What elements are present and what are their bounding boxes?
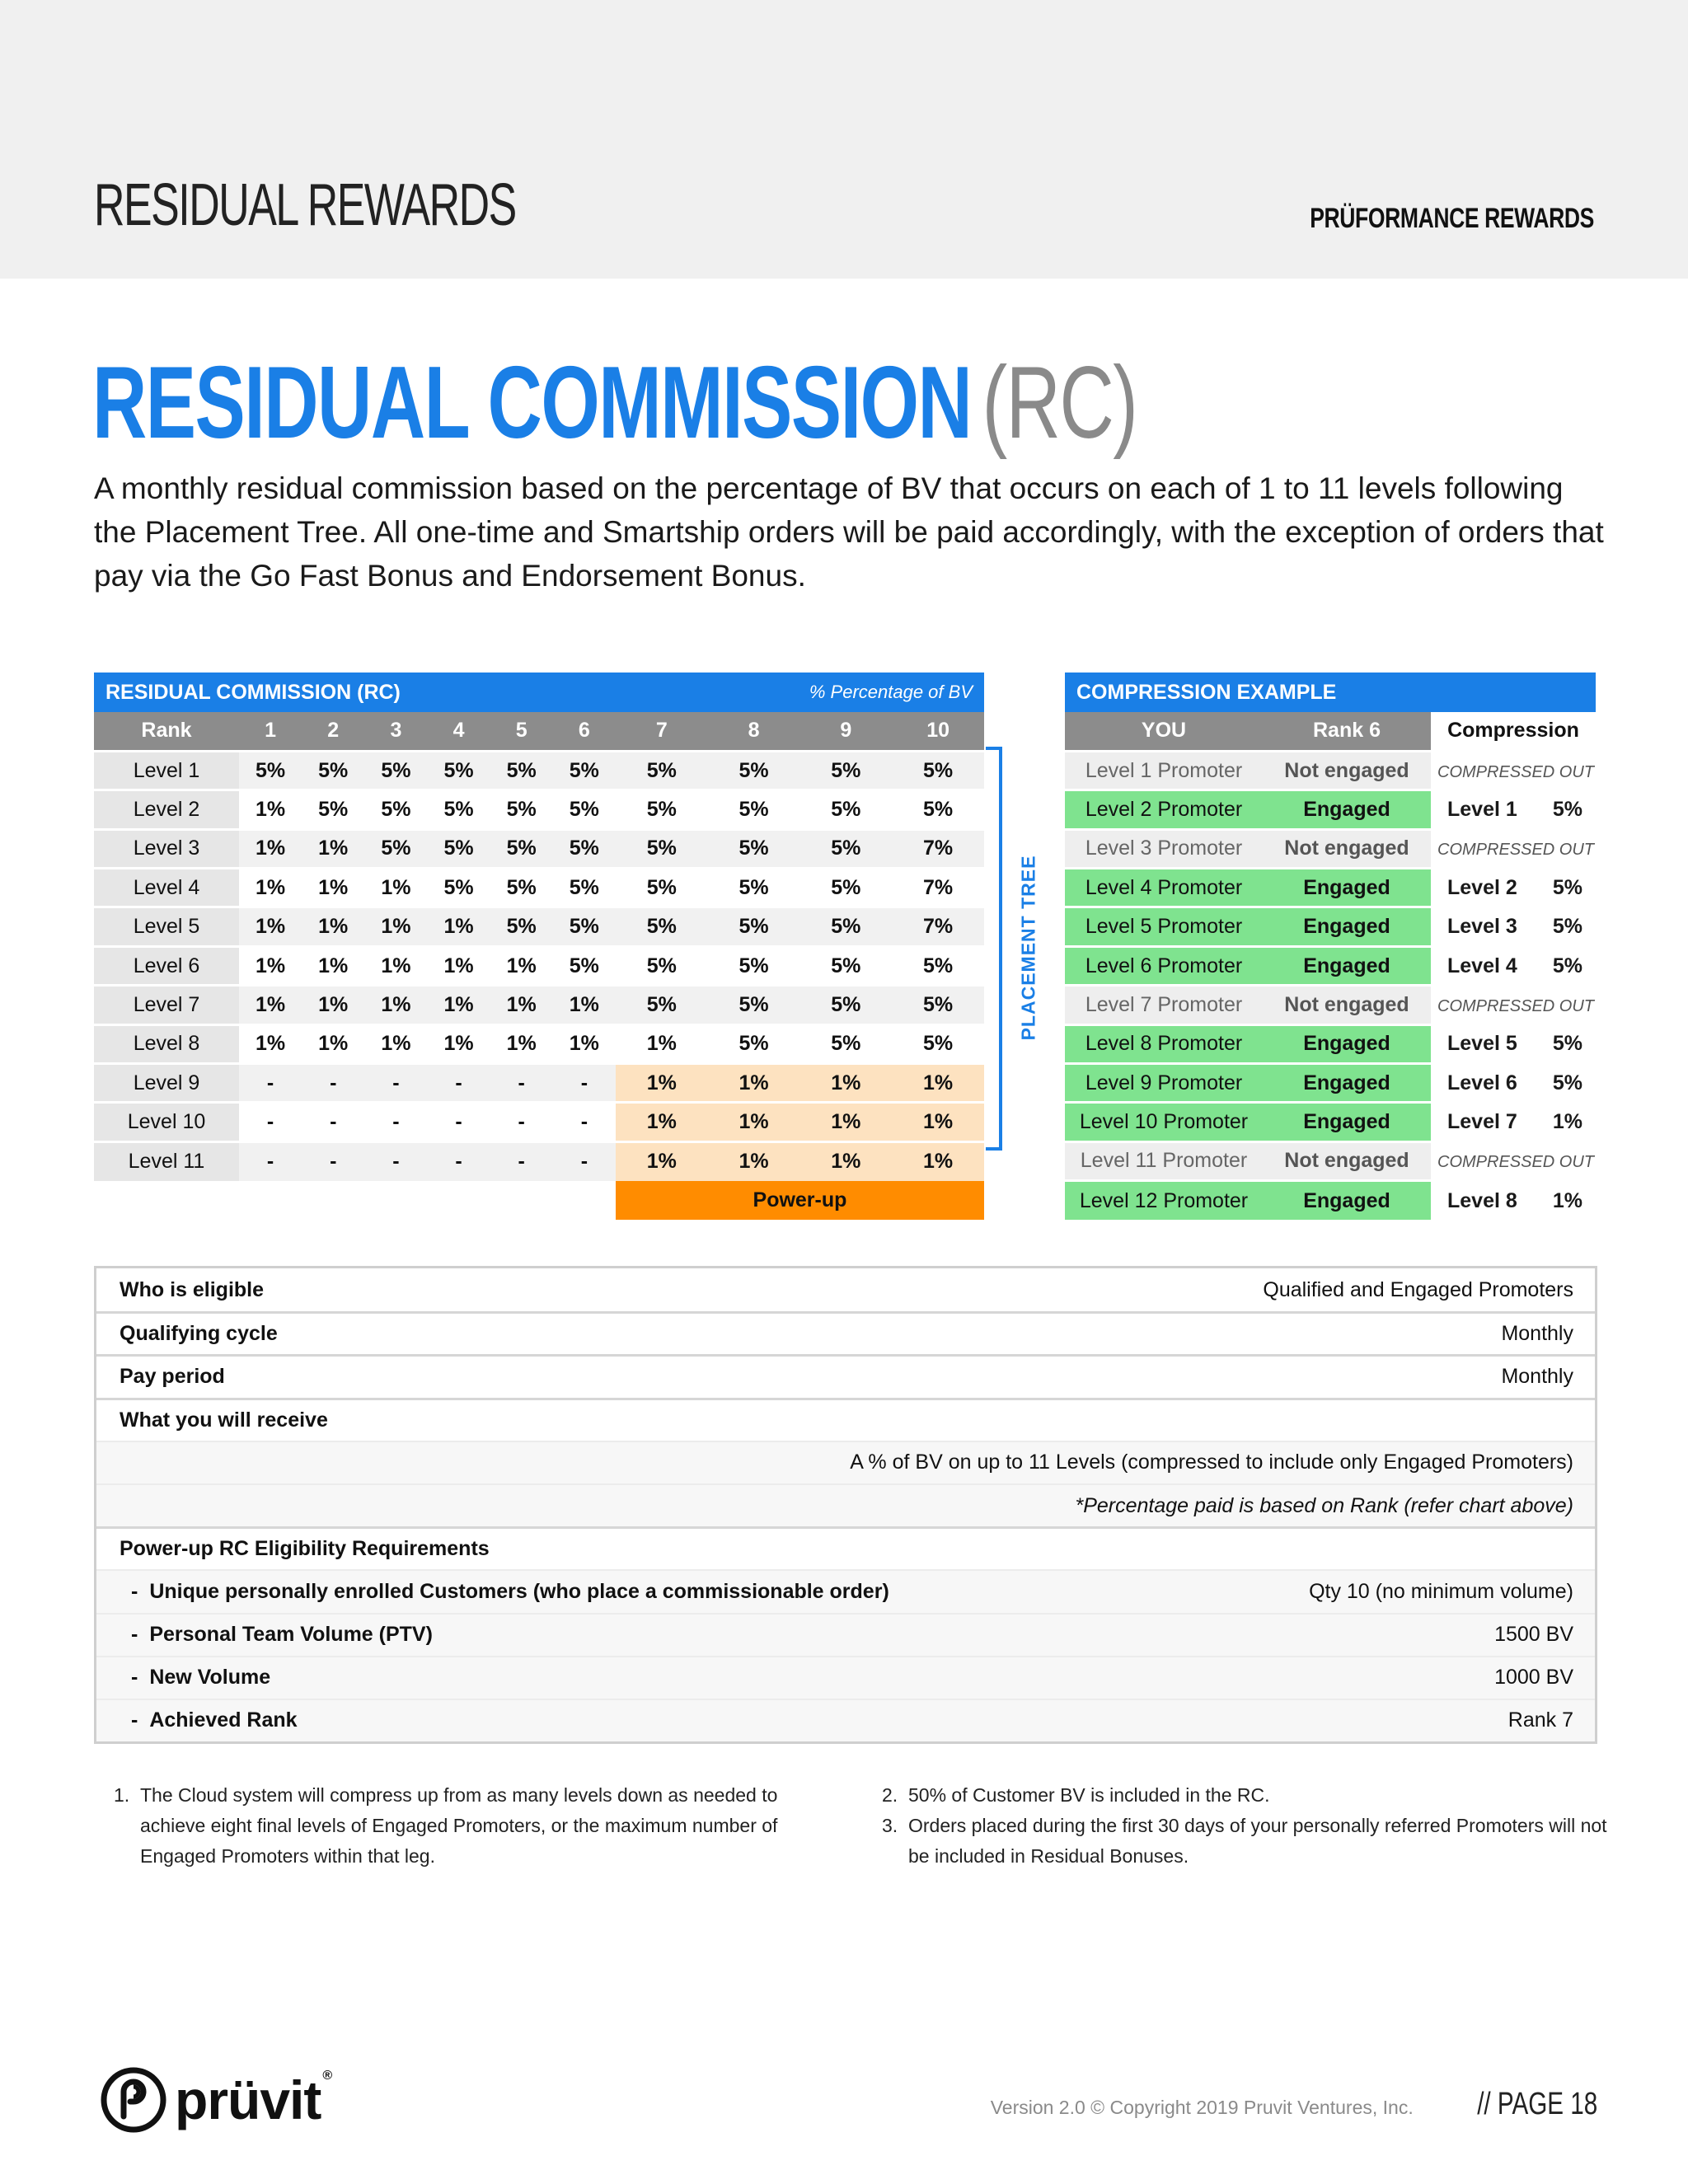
compressed-level-percent: 5% (1552, 1071, 1582, 1094)
rc-cell: 1% (427, 986, 490, 1024)
compression-result (1431, 986, 1596, 1024)
compressed-level-percent: 5% (1552, 875, 1582, 899)
rc-level-label: Level 1 (94, 751, 239, 790)
compression-promoter: Level 3 Promoter (1065, 829, 1263, 868)
compression-result (1431, 751, 1596, 790)
requirement-label-wrap (120, 1580, 889, 1604)
info-label: Pay period (120, 1365, 225, 1389)
compressed-level (1431, 1189, 1596, 1213)
requirement-row (96, 1699, 1595, 1741)
footnote-text: Orders placed during the first 30 days of your personally referred Promoters will not be included in Residual Bonuses. (908, 1815, 1607, 1867)
rc-cell: 5% (239, 751, 302, 790)
compression-promoter: Level 12 Promoter (1065, 1181, 1263, 1220)
compression-status: Not engaged (1263, 751, 1431, 790)
rc-cell: 5% (616, 790, 708, 829)
rc-cell: 5% (708, 946, 800, 985)
rc-cell: 5% (490, 829, 553, 868)
rc-level-label: Level 3 (94, 829, 239, 868)
rc-cell: 5% (364, 790, 427, 829)
rc-cell: - (364, 1141, 427, 1180)
info-note: *Percentage paid is based on Rank (refer chart above) (1075, 1493, 1573, 1517)
copyright-text: Version 2.0 © Copyright 2019 Pruvit Ventures, Inc. (990, 2097, 1414, 2118)
rc-level-label: Level 8 (94, 1024, 239, 1063)
compressed-level-label: Level 1 (1447, 797, 1517, 821)
rc-cell: 7% (892, 869, 984, 907)
rc-table-row (94, 790, 984, 829)
rc-cell: 1% (239, 790, 302, 829)
requirement-dash: - (131, 1708, 138, 1732)
footnote-item (882, 1780, 1607, 1811)
rc-cell: 1% (708, 1141, 800, 1180)
rc-cell: 1% (616, 1024, 708, 1063)
rc-cell: 5% (708, 986, 800, 1024)
rc-cell: 5% (708, 829, 800, 868)
rc-column-headers (94, 712, 984, 751)
rc-powerup-row (94, 1181, 984, 1220)
rc-cell: 1% (302, 907, 364, 946)
compression-status: Not engaged (1263, 1141, 1431, 1180)
compression-row (1065, 829, 1596, 868)
rc-cell: 1% (302, 1024, 364, 1063)
compression-result (1431, 829, 1596, 868)
rc-cell: 5% (364, 751, 427, 790)
rc-cell: 5% (553, 869, 616, 907)
rc-level-label: Level 7 (94, 986, 239, 1024)
rc-cell: 5% (799, 1024, 892, 1063)
rc-cell: 5% (553, 907, 616, 946)
rc-cell: 1% (616, 1141, 708, 1180)
requirement-dash: - (131, 1623, 138, 1647)
compression-result (1431, 1103, 1596, 1141)
rc-cell: - (239, 1103, 302, 1141)
rc-cell: - (427, 1103, 490, 1141)
compression-status: Not engaged (1263, 829, 1431, 868)
compressed-level (1431, 798, 1596, 822)
rc-cell: 1% (427, 907, 490, 946)
compression-row (1065, 751, 1596, 790)
placement-tree-bracket (986, 747, 1002, 1151)
compressed-level-label: Level 3 (1447, 915, 1517, 939)
rc-cell: 5% (553, 751, 616, 790)
info-value: A % of BV on up to 11 Levels (compressed to include only Engaged Promoters) (850, 1451, 1573, 1474)
requirement-value: 1000 BV (1494, 1666, 1573, 1690)
compressed-level (1431, 1071, 1596, 1095)
rc-cell: 1% (302, 829, 364, 868)
compression-example-table (1065, 673, 1596, 1220)
footnote-number: 1. (114, 1784, 130, 1806)
rc-cell: 1% (364, 946, 427, 985)
rc-cell: 5% (708, 907, 800, 946)
compressed-out-label: COMPRESSED OUT (1437, 762, 1595, 781)
rc-cell: - (553, 1103, 616, 1141)
requirement-row (96, 1613, 1595, 1656)
rc-table-row (94, 1141, 984, 1180)
rc-col-rank-2: 2 (302, 712, 364, 751)
rc-table-row (94, 751, 984, 790)
compression-row (1065, 986, 1596, 1024)
compressed-level (1431, 1032, 1596, 1056)
powerup-badge: Power-up (616, 1181, 984, 1220)
page-title-strong: RESIDUAL COMMISSION (92, 346, 972, 460)
rc-cell: 5% (892, 1024, 984, 1063)
pruvit-logo (101, 2067, 331, 2133)
compressed-level-percent: 5% (1552, 954, 1582, 977)
compressed-level-percent: 5% (1552, 915, 1582, 939)
compressed-level (1431, 915, 1596, 939)
rc-cell: 1% (302, 946, 364, 985)
rc-cell: - (302, 1103, 364, 1141)
rc-cell: 5% (708, 869, 800, 907)
compression-row (1065, 790, 1596, 829)
rc-cell: 7% (892, 907, 984, 946)
compressed-level-label: Level 8 (1447, 1188, 1517, 1212)
compressed-level-percent: 5% (1552, 797, 1582, 821)
compressed-level-percent: 1% (1552, 1110, 1582, 1134)
compression-row (1065, 907, 1596, 946)
rc-cell: 1% (364, 869, 427, 907)
compression-result (1431, 1181, 1596, 1220)
rc-cell: 5% (490, 869, 553, 907)
compression-promoter: Level 1 Promoter (1065, 751, 1263, 790)
rc-cell: 1% (302, 869, 364, 907)
rc-col-rank: Rank (94, 712, 239, 751)
requirement-value: Qty 10 (no minimum volume) (1309, 1579, 1573, 1603)
rc-cell: 5% (892, 751, 984, 790)
rc-level-label: Level 10 (94, 1103, 239, 1141)
rc-cell: - (490, 1141, 553, 1180)
rc-table-row (94, 986, 984, 1024)
compressed-out-label: COMPRESSED OUT (1437, 841, 1595, 860)
logo-text: prüvit (175, 2069, 321, 2130)
logo-wordmark (175, 2069, 331, 2131)
info-value: Monthly (1501, 1365, 1573, 1389)
compression-row (1065, 1024, 1596, 1063)
info-row-cycle (96, 1311, 1595, 1354)
rc-cell: - (553, 1141, 616, 1180)
logo-registered: ® (322, 2069, 332, 2083)
rc-level-label: Level 4 (94, 869, 239, 907)
rc-cell: 5% (490, 790, 553, 829)
rc-cell: 5% (799, 907, 892, 946)
compression-row (1065, 1141, 1596, 1180)
section-title: RESIDUAL REWARDS (94, 172, 516, 238)
rc-col-rank-3: 3 (364, 712, 427, 751)
rc-cell: 1% (708, 1103, 800, 1141)
info-value: Qualified and Engaged Promoters (1263, 1277, 1573, 1301)
rc-cell: 5% (708, 790, 800, 829)
rc-cell: - (490, 1064, 553, 1103)
requirement-label-wrap (120, 1623, 433, 1647)
compression-row (1065, 946, 1596, 985)
rc-col-rank-7: 7 (616, 712, 708, 751)
compressed-out-label: COMPRESSED OUT (1437, 1153, 1595, 1172)
rc-cell: 1% (490, 946, 553, 985)
footnote-text: The Cloud system will compress up from as many levels down as needed to achieve eight final levels of Engaged Promoters, or the maximum number of Engaged Promoters within that leg. (140, 1784, 778, 1867)
info-row-pay-period (96, 1354, 1595, 1397)
compressed-level-label: Level 7 (1447, 1110, 1517, 1134)
requirement-dash: - (131, 1666, 138, 1690)
rc-cell: 1% (553, 1024, 616, 1063)
compression-result (1431, 1024, 1596, 1063)
rc-level-label: Level 11 (94, 1141, 239, 1180)
rc-cell: 7% (892, 829, 984, 868)
compressed-level-label: Level 5 (1447, 1032, 1517, 1056)
rc-cell: 5% (553, 790, 616, 829)
info-label: Qualifying cycle (120, 1322, 278, 1346)
rc-cell: 5% (490, 751, 553, 790)
compression-status: Engaged (1263, 869, 1431, 907)
rc-cell: 5% (799, 790, 892, 829)
compression-status: Engaged (1263, 907, 1431, 946)
compressed-level-label: Level 6 (1447, 1071, 1517, 1094)
rc-level-label: Level 5 (94, 907, 239, 946)
rc-cell: 5% (799, 986, 892, 1024)
rc-col-rank-9: 9 (799, 712, 892, 751)
rc-cell: 1% (302, 986, 364, 1024)
footnote-number: 2. (882, 1784, 898, 1806)
rc-cell: 5% (799, 869, 892, 907)
compression-promoter: Level 7 Promoter (1065, 986, 1263, 1024)
rc-cell: 5% (553, 829, 616, 868)
compressed-level-percent: 5% (1552, 1032, 1582, 1056)
rc-cell: 5% (427, 869, 490, 907)
rc-cell: - (364, 1103, 427, 1141)
info-row-receive-detail (96, 1441, 1595, 1483)
rc-cell: - (302, 1064, 364, 1103)
info-label: Power-up RC Eligibility Requirements (120, 1537, 490, 1561)
rc-cell: 1% (364, 986, 427, 1024)
page-number: // PAGE 18 (1476, 2087, 1597, 2121)
rc-cell: - (490, 1103, 553, 1141)
rc-col-rank-6: 6 (553, 712, 616, 751)
info-row-receive (96, 1398, 1595, 1441)
footnote-number: 3. (882, 1815, 898, 1836)
compression-promoter: Level 2 Promoter (1065, 790, 1263, 829)
rc-cell: - (553, 1064, 616, 1103)
rc-cell: 1% (799, 1103, 892, 1141)
compression-status: Engaged (1263, 1024, 1431, 1063)
rc-cell: 5% (427, 751, 490, 790)
requirement-row (96, 1656, 1595, 1699)
compression-row (1065, 869, 1596, 907)
rc-cell: 5% (302, 751, 364, 790)
rc-col-rank-1: 1 (239, 712, 302, 751)
rc-level-label: Level 2 (94, 790, 239, 829)
rc-col-rank-10: 10 (892, 712, 984, 751)
rc-table-row (94, 907, 984, 946)
info-label: What you will receive (120, 1408, 328, 1432)
rc-cell: 1% (892, 1064, 984, 1103)
intro-paragraph: A monthly residual commission based on the percentage of BV that occurs on each of 1 to 11 levels following the Placement Tree. All one-time and Smartship orders will be paid accordingly, with the exception of orders that pay via the Go Fast Bonus and Endorsement Bonus. (94, 471, 1604, 593)
footnote-item (882, 1811, 1607, 1872)
rc-cell: 5% (799, 751, 892, 790)
compressed-level-percent: 1% (1552, 1188, 1582, 1212)
compressed-level (1431, 1110, 1596, 1134)
compression-promoter: Level 5 Promoter (1065, 907, 1263, 946)
rc-cell: 1% (616, 1064, 708, 1103)
rc-table-row (94, 946, 984, 985)
rc-cell: 1% (239, 907, 302, 946)
rc-cell: 1% (490, 1024, 553, 1063)
rc-table-row (94, 869, 984, 907)
compression-table-header (1065, 673, 1596, 712)
rc-cell: 1% (892, 1103, 984, 1141)
rc-cell: 1% (490, 986, 553, 1024)
info-row-powerup (96, 1526, 1595, 1569)
compression-result (1431, 1064, 1596, 1103)
footnotes-right (882, 1780, 1607, 1872)
requirement-label-wrap (120, 1708, 298, 1732)
rc-table-row (94, 1103, 984, 1141)
rc-cell: 1% (239, 829, 302, 868)
rc-col-rank-5: 5 (490, 712, 553, 751)
compressed-out-label: COMPRESSED OUT (1437, 996, 1595, 1015)
rc-cell: 1% (239, 986, 302, 1024)
requirement-value: Rank 7 (1507, 1708, 1573, 1732)
pruvit-logo-icon (101, 2067, 166, 2133)
rc-cell: 1% (799, 1064, 892, 1103)
compression-promoter: Level 9 Promoter (1065, 1064, 1263, 1103)
placement-tree-label: PLACEMENT TREE (1017, 855, 1039, 1041)
rc-cell: - (302, 1141, 364, 1180)
compression-result (1431, 790, 1596, 829)
info-row-eligible (96, 1268, 1595, 1311)
rc-cell: 5% (616, 829, 708, 868)
rc-cell: 1% (239, 946, 302, 985)
compression-row (1065, 1103, 1596, 1141)
requirement-label: Achieved Rank (149, 1708, 298, 1732)
rc-cell: 5% (616, 869, 708, 907)
compressed-level (1431, 954, 1596, 978)
compression-status: Engaged (1263, 790, 1431, 829)
rc-cell: 5% (302, 790, 364, 829)
rc-cell: - (427, 1064, 490, 1103)
rc-cell: 1% (708, 1064, 800, 1103)
rc-cell: - (239, 1141, 302, 1180)
rc-level-label: Level 6 (94, 946, 239, 985)
rc-powerup-spacer (94, 1181, 616, 1220)
footnote-item (114, 1780, 839, 1872)
compression-status: Not engaged (1263, 986, 1431, 1024)
rc-cell: 1% (616, 1103, 708, 1141)
rc-col-rank-8: 8 (708, 712, 800, 751)
compression-status: Engaged (1263, 1181, 1431, 1220)
rc-table-row (94, 1024, 984, 1063)
residual-commission-table (94, 673, 984, 1220)
compression-result (1431, 907, 1596, 946)
rc-cell: 5% (427, 829, 490, 868)
compression-column-headers (1065, 712, 1596, 751)
rc-cell: 5% (892, 790, 984, 829)
rc-cell: 5% (616, 946, 708, 985)
rc-cell: 5% (490, 907, 553, 946)
rc-cell: - (364, 1064, 427, 1103)
compression-promoter: Level 10 Promoter (1065, 1103, 1263, 1141)
rc-cell: 5% (892, 986, 984, 1024)
compression-promoter: Level 11 Promoter (1065, 1141, 1263, 1180)
rc-cell: 5% (799, 829, 892, 868)
rc-cell: 1% (364, 907, 427, 946)
compression-table-title: COMPRESSION EXAMPLE (1065, 673, 1596, 712)
rc-table-subtitle: % Percentage of BV (616, 673, 984, 712)
rc-cell: 1% (239, 1024, 302, 1063)
compression-result (1431, 869, 1596, 907)
rc-cell: 5% (616, 986, 708, 1024)
rc-level-label: Level 9 (94, 1064, 239, 1103)
rc-col-rank-4: 4 (427, 712, 490, 751)
page-title (92, 344, 1137, 462)
compression-promoter: Level 8 Promoter (1065, 1024, 1263, 1063)
compression-status: Engaged (1263, 1064, 1431, 1103)
compression-row (1065, 1181, 1596, 1220)
rc-cell: 1% (239, 869, 302, 907)
rc-cell: - (427, 1141, 490, 1180)
eligibility-info-table (94, 1266, 1597, 1744)
requirement-label: Personal Team Volume (PTV) (149, 1623, 433, 1647)
requirement-label-wrap (120, 1666, 270, 1690)
rc-cell: - (239, 1064, 302, 1103)
compression-status: Engaged (1263, 1103, 1431, 1141)
compression-col-compression: Compression (1431, 712, 1596, 751)
rc-cell: 5% (553, 946, 616, 985)
rc-cell: 5% (708, 751, 800, 790)
rc-cell: 5% (364, 829, 427, 868)
requirement-row (96, 1569, 1595, 1612)
rc-table-row (94, 1064, 984, 1103)
rc-cell: 5% (427, 790, 490, 829)
info-row-receive-note (96, 1483, 1595, 1526)
compression-col-you: YOU (1065, 712, 1263, 751)
rc-cell: 5% (892, 946, 984, 985)
rc-table-title: RESIDUAL COMMISSION (RC) (94, 673, 616, 712)
rc-cell: 1% (364, 1024, 427, 1063)
compression-status: Engaged (1263, 946, 1431, 985)
rc-cell: 5% (616, 751, 708, 790)
rc-cell: 5% (616, 907, 708, 946)
compression-promoter: Level 6 Promoter (1065, 946, 1263, 985)
compression-col-rank: Rank 6 (1263, 712, 1431, 751)
requirement-value: 1500 BV (1494, 1623, 1573, 1647)
requirement-label: New Volume (149, 1666, 271, 1690)
compressed-level-label: Level 4 (1447, 954, 1517, 977)
footer-right (991, 2087, 1597, 2122)
requirement-dash: - (131, 1579, 138, 1603)
rc-cell: 1% (892, 1141, 984, 1180)
compression-row (1065, 1064, 1596, 1103)
brand-section-label: PRÜFORMANCE REWARDS (1310, 203, 1594, 234)
compression-promoter: Level 4 Promoter (1065, 869, 1263, 907)
requirement-label: Unique personally enrolled Customers (who place a commissionable order) (149, 1579, 889, 1603)
rc-table-row (94, 829, 984, 868)
page-title-light: (RC) (982, 346, 1137, 460)
footnotes-left (114, 1780, 839, 1872)
footnote-text: 50% of Customer BV is included in the RC. (908, 1784, 1270, 1806)
rc-cell: 5% (708, 1024, 800, 1063)
info-label: Who is eligible (120, 1277, 265, 1301)
rc-cell: 1% (799, 1141, 892, 1180)
rc-cell: 1% (427, 946, 490, 985)
info-value: Monthly (1501, 1322, 1573, 1346)
compressed-level (1431, 876, 1596, 900)
rc-table-header (94, 673, 984, 712)
compression-result (1431, 946, 1596, 985)
rc-cell: 1% (427, 1024, 490, 1063)
rc-cell: 5% (799, 946, 892, 985)
rc-cell: 1% (553, 986, 616, 1024)
compression-result (1431, 1141, 1596, 1180)
compressed-level-label: Level 2 (1447, 875, 1517, 899)
